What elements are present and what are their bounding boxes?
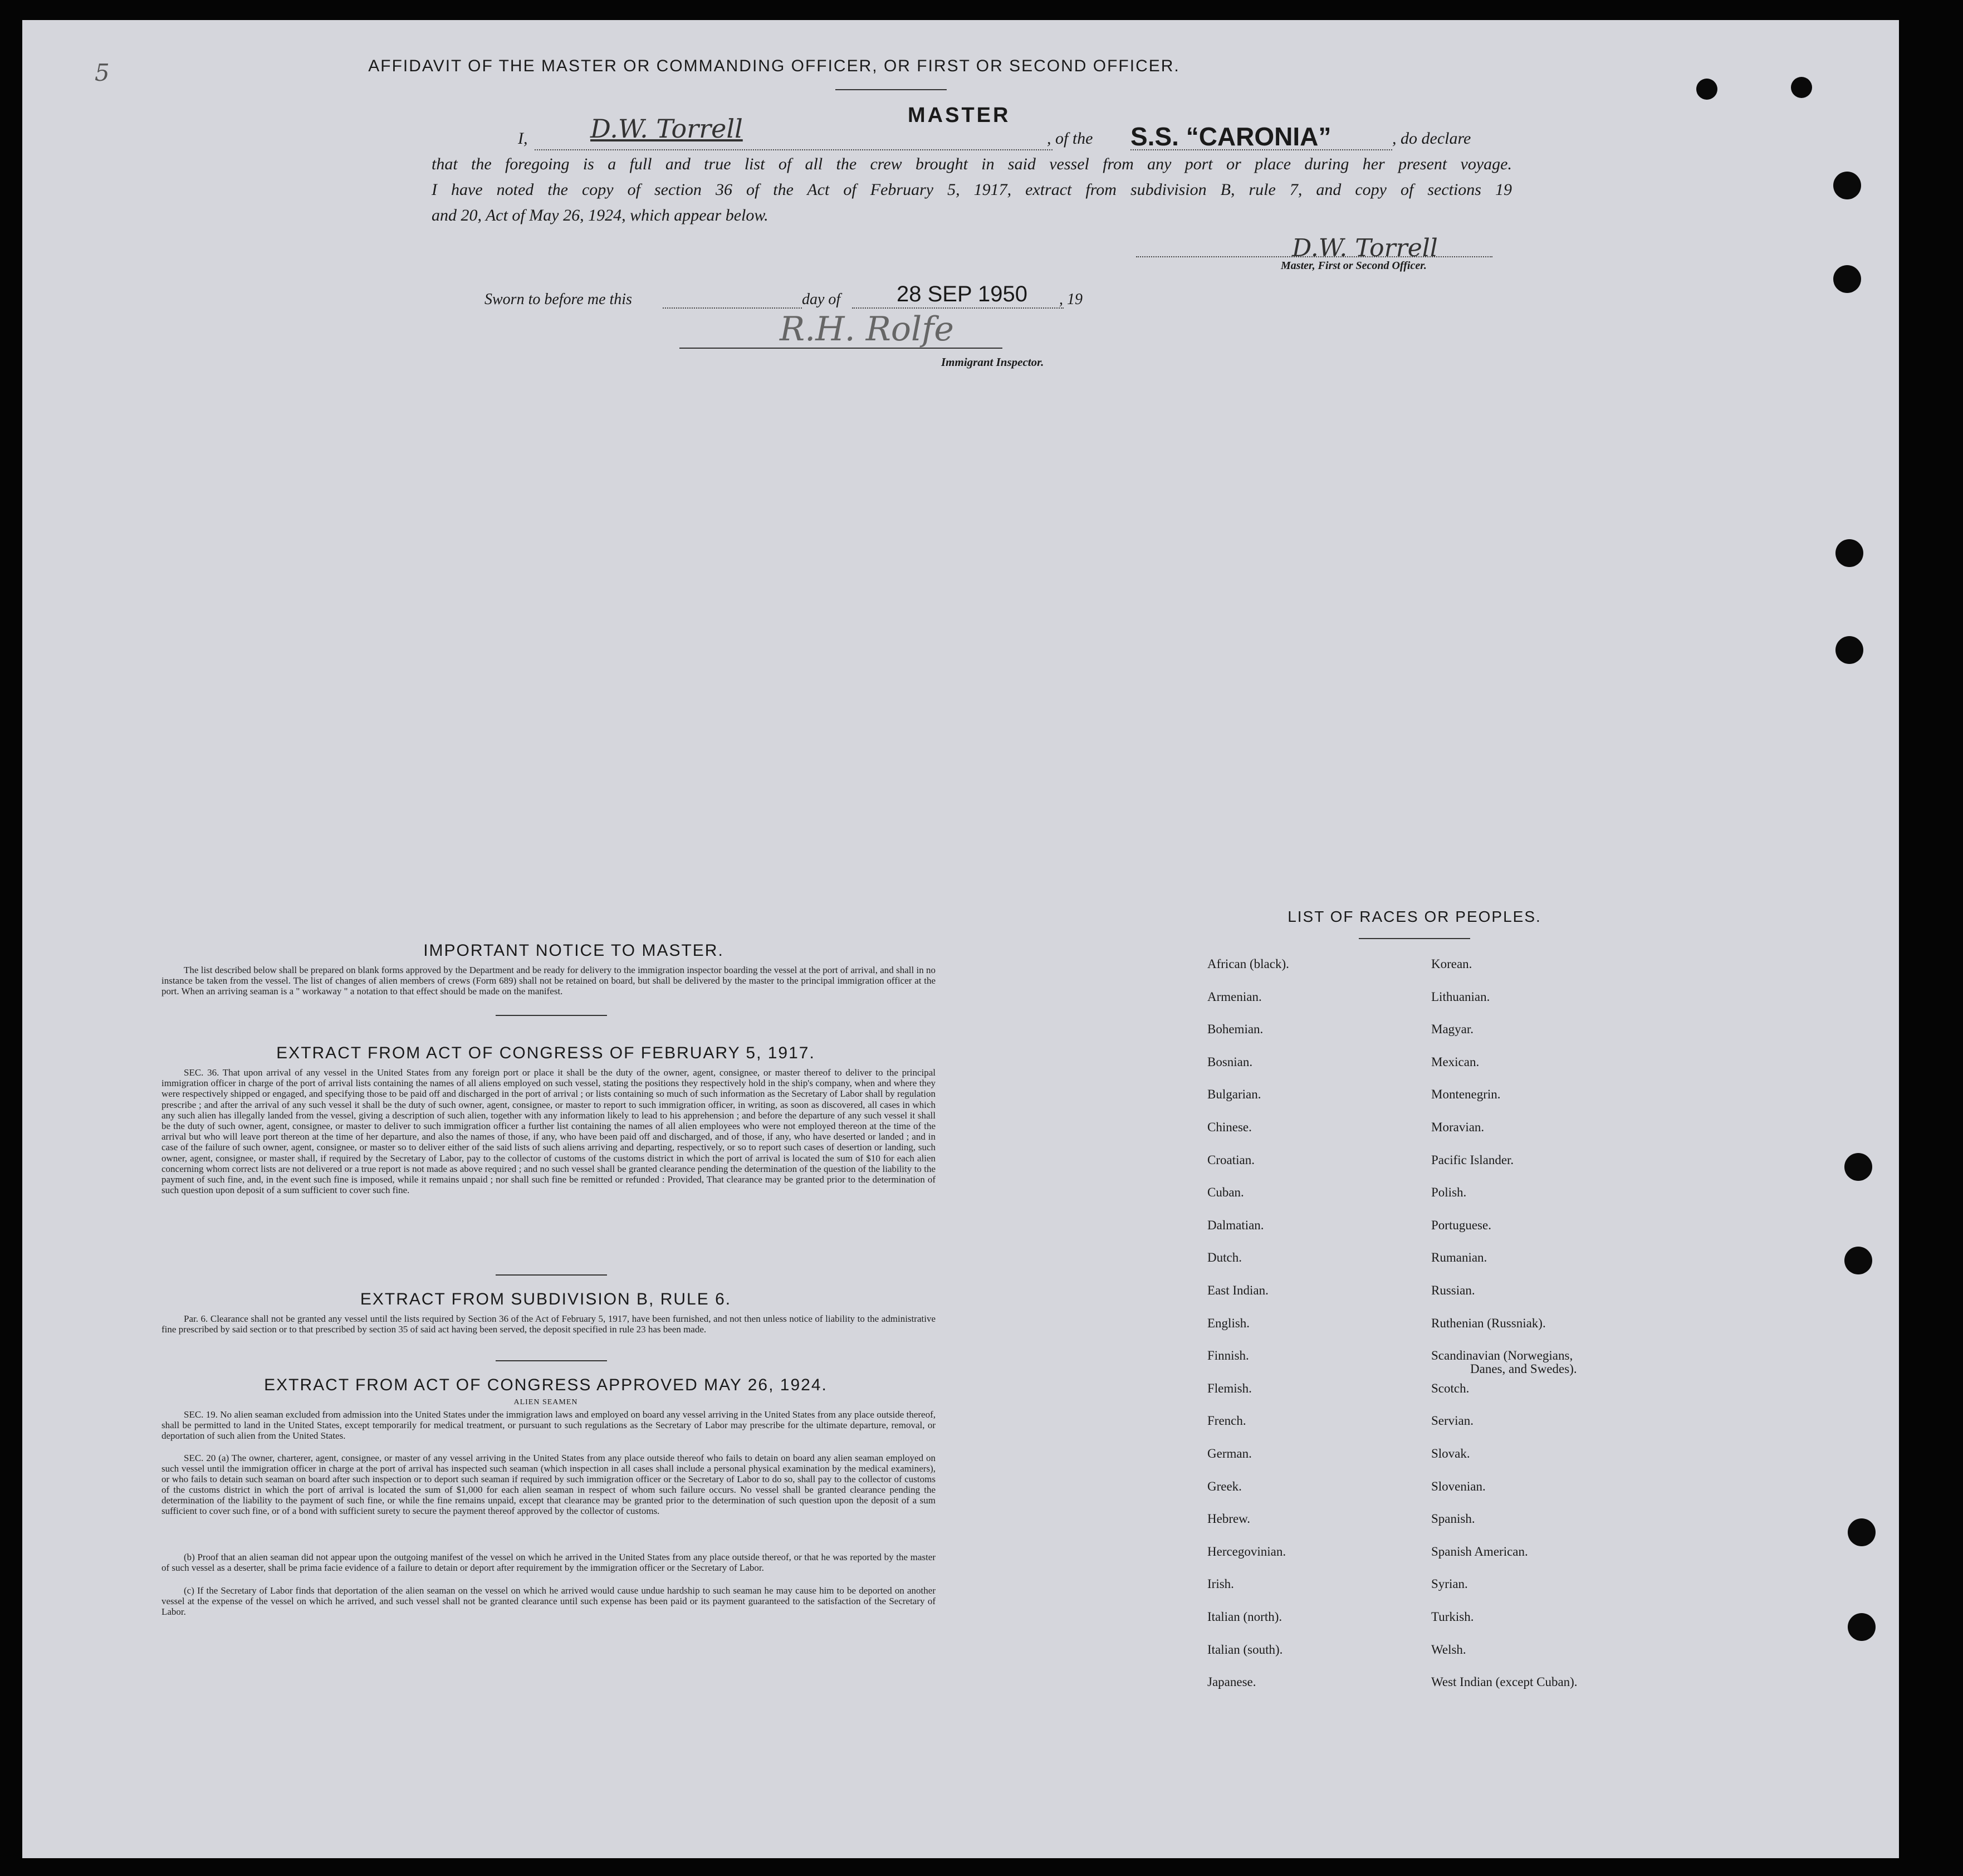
race-item: Spanish American. [1431,1544,1528,1559]
race-item: Italian (south). [1207,1642,1283,1657]
extract-1924-sec19: SEC. 19. No alien seaman excluded from admission into the United States under the immigration laws and employed on board any vessel arriving in the United States from any place outside thereof, shall be permitted to land in the United States, except temporarily for medical treatment, or pursuant to such regulations as the Secretary of Labor may prescribe for the ultimate departure, removal, or deportation of such alien from the United States. [161,1409,936,1441]
punch-hole [1833,172,1861,199]
race-item: Irish. [1207,1577,1234,1591]
race-item: Slovenian. [1431,1479,1486,1493]
race-item: Japanese. [1207,1675,1256,1689]
master-signature: D.W. Torrell [590,114,743,144]
officer-sig-label: Master, First or Second Officer. [1281,260,1427,272]
race-item: Pacific Islander. [1431,1152,1514,1167]
punch-hole [1844,1153,1872,1181]
subdivision-b-body: Par. 6. Clearance shall not be granted any vessel until the lists required by Section 36 of the Act of February 5, 1917, have been furnished, and not then unless notice of liability to the administrative fine prescribed by said section or to that prescribed by section 35 of said act having been served, the deposit specified in rule 23 has been made. [161,1313,936,1335]
race-item: Rumanian. [1431,1250,1487,1265]
notice-title: IMPORTANT NOTICE TO MASTER. [423,941,724,960]
race-item: Korean. [1431,957,1472,971]
races-title: LIST OF RACES OR PEOPLES. [1288,908,1541,925]
punch-hole [1791,77,1812,98]
races-rule [1359,938,1470,939]
affidavit-line-2: that the foregoing is a full and true list of all the crew brought in said vessel from any port or place during her present voyage. [432,155,1512,173]
alien-seamen-subtitle: ALIEN SEAMEN [513,1398,578,1406]
race-item: Armenian. [1207,989,1262,1004]
race-item: Russian. [1431,1283,1475,1297]
extract-1917-body: SEC. 36. That upon arrival of any vessel in the United States from any foreign port or place it shall be the duty of the owner, agent, consignee, or master thereof to deliver to the principal immigration officer in charge of the port of arrival lists containing the names of all aliens employed on such vessel, stating the positions they respectively hold in the ship's company, when and where they were respectively shipped or engaged, and specifying those to be paid off and discharged in the port of arrival ; or lists containing so much of such information as the Secretary of Labor shall by regulation prescribe ; and after the arrival of any such vessel it shall be the duty of such owner, agent, consignee, or master to report to such immigration officer, in writing, as soon as discovered, all cases in which any such alien has illegally landed from the vessel, giving a description of such alien, together with any information likely to lead to his apprehension ; and before the departure of any such vessel it shall be the duty of such owner, agent, consignee, or master to deliver to such immigration officer a further list containing the names of all alien employees who were not employed thereon at the time of the arrival but who will leave port thereon at the time of her departure, and also the names of those, if any, who have been paid off and discharged, and of those, if any, who have deserted or landed ; and in case of the failure of such owner, agent, consignee, or master so to deliver either of the said lists of such aliens arriving and departing, respectively, or so to report such cases of desertion or landing, such owner, agent, consignee, or master shall, if required by the Secretary of Labor, pay to the collector of customs of the customs district in which the port of arrival is located the sum of $10 for each alien concerning whom correct lists are not delivered or a true report is not made as above required ; and no such vessel shall be granted clearance pending the determination of the question of the liability to the payment of such fine, and, in the event such fine is imposed, while it remains unpaid ; nor shall such fine be remitted or refunded : Provided, That clearance may be granted prior to the determination of such question upon deposit of a sum sufficient to cover such fine. [161,1067,936,1196]
race-item: Danes, and Swedes). [1470,1362,1577,1376]
ship-name: S.S. “CARONIA” [1130,122,1331,151]
sworn-date-line [852,307,1064,309]
race-item: Portuguese. [1431,1218,1491,1232]
race-item: Chinese. [1207,1120,1252,1134]
race-item: Montenegrin. [1431,1087,1501,1102]
race-item: French. [1207,1414,1246,1428]
extract-1924-sec20b: (b) Proof that an alien seaman did not appear upon the outgoing manifest of the vessel on which he arrived in the United States from any place outside thereof, or that he was reported by the master of such vessel as a deserter, shall be prima facie evidence of a failure to detain or deport after requirement by the immigration officer or the Secretary of Labor. [161,1552,936,1573]
race-item: Mexican. [1431,1054,1480,1069]
do-declare-text: , do declare [1392,129,1471,148]
race-item: Lithuanian. [1431,989,1490,1004]
affidavit-line-4: and 20, Act of May 26, 1924, which appear below. [432,206,768,224]
race-item: Croatian. [1207,1152,1255,1167]
master-label: MASTER [908,104,1011,127]
notice-body: The list described below shall be prepared on blank forms approved by the Department and be ready for delivery to the immigration inspector boarding the vessel at the port of arrival, and shall in no instance be taken from the vessel. The list of changes of alien members of crews (Form 689) shall not be retained on board, but shall be delivered by the master to the principal immigration officer at the port. When an arriving seaman is a " workaway " a notation to that effect should be made on the manifest. [161,965,936,996]
subdivision-b-rule [496,1360,607,1361]
race-item: Ruthenian (Russniak). [1431,1316,1546,1330]
race-item: African (black). [1207,957,1289,971]
race-item: Italian (north). [1207,1610,1282,1624]
extract-1917-title: EXTRACT FROM ACT OF CONGRESS OF FEBRUARY 5, 1917. [276,1044,815,1062]
sworn-text: Sworn to before me this [484,291,632,308]
punch-hole [1835,539,1863,567]
affidavit-i: I, [518,129,528,148]
race-item: Magyar. [1431,1022,1474,1037]
race-item: Polish. [1431,1185,1467,1200]
subdivision-b-title: EXTRACT FROM SUBDIVISION B, RULE 6. [360,1290,732,1308]
punch-hole [1835,636,1863,664]
race-item: German. [1207,1447,1252,1460]
punch-hole [1848,1613,1876,1641]
race-item: Cuban. [1207,1185,1244,1200]
race-item: Greek. [1207,1479,1242,1493]
of-the-text: , of the [1047,129,1093,148]
ship-line [1130,149,1392,150]
race-item: Scotch. [1431,1381,1470,1395]
race-item: Dalmatian. [1207,1218,1264,1232]
punch-hole [1844,1247,1872,1274]
race-item: Spanish. [1431,1512,1475,1526]
race-item: Syrian. [1431,1577,1468,1591]
race-item: Bosnian. [1207,1054,1253,1069]
officer-signature: D.W. Torrell [1292,234,1438,262]
punch-hole [1696,79,1717,100]
race-item: Hebrew. [1207,1512,1251,1526]
day-of-text: day of [802,291,841,308]
affidavit-title: AFFIDAVIT OF THE MASTER OR COMMANDING OFFICER, OR FIRST OR SECOND OFFICER. [368,57,1180,75]
race-item: Bulgarian. [1207,1087,1261,1102]
document-page [22,20,1899,1858]
race-item: West Indian (except Cuban). [1431,1675,1578,1689]
race-item: Flemish. [1207,1381,1252,1395]
race-item: Moravian. [1431,1120,1485,1134]
race-item: East Indian. [1207,1283,1269,1297]
inspector-signature: R.H. Rolfe [780,310,954,349]
name-line [535,149,1053,150]
race-item: Scandinavian (Norwegians, [1431,1349,1573,1363]
extract-1924-sec20a: SEC. 20 (a) The owner, charterer, agent, consignee, or master of any vessel arriving in the United States from any place outside thereof who fails to detain on board any alien seaman employed on such vessel until the immigration officer in charge at the port of arrival has inspected such seaman (which inspection in all cases shall include a personal physical examination by the medical examiners), or who fails to detain such seaman on board after such inspection or to deport such seaman if required by such immigration officer or the Secretary of Labor to do so, shall pay to the collector of customs of the customs district in which the port of arrival is located the sum of $1,000 for each alien seaman in respect of whom such failure occurs. No vessel shall be granted clearance pending the determination of the liability to the payment of such fine, or while the fine remains unpaid, except that clearance may be granted prior to the determination of such question upon the deposit of a sum sufficient to cover such fine, or of a bond with sufficient surety to secure the payment thereof approved by the collector of customs. [161,1453,936,1516]
corner-pencil-mark: 5 [95,59,110,86]
race-item: Dutch. [1207,1250,1242,1265]
inspector-label: Immigrant Inspector. [941,355,1044,369]
date-stamp: 28 SEP 1950 [897,282,1028,306]
officer-sig-line [1136,256,1492,257]
race-item: Finnish. [1207,1349,1249,1363]
extract-1924-title: EXTRACT FROM ACT OF CONGRESS APPROVED MAY 26, 1924. [264,1376,828,1394]
inspector-line [679,348,1002,349]
race-item: Welsh. [1431,1642,1466,1657]
notice-rule [496,1015,607,1016]
extract-1917-rule [496,1274,607,1276]
extract-1924-sec20c: (c) If the Secretary of Labor finds that deportation of the alien seaman on the vessel on which he arrived would cause undue hardship to such seaman he may cause him to be deported on another vessel at the expense of the vessel on which he arrived, and such vessel shall not be granted clearance until such expense has been paid or its payment guaranteed to the satisfaction of the Secretary of Labor. [161,1585,936,1617]
race-item: Bohemian. [1207,1022,1264,1037]
year-prefix: , 19 [1059,291,1083,308]
punch-hole [1848,1518,1876,1546]
punch-hole [1833,265,1861,293]
race-item: Hercegovinian. [1207,1544,1286,1559]
sworn-day-line [663,307,802,309]
affidavit-line-3: I have noted the copy of section 36 of the Act of February 5, 1917, extract from subdivision B, rule 7, and copy of sections 19 [432,180,1512,199]
race-item: Servian. [1431,1414,1474,1428]
race-item: Turkish. [1431,1610,1474,1624]
race-item: Slovak. [1431,1447,1470,1460]
race-item: English. [1207,1316,1250,1330]
title-rule [835,89,947,90]
